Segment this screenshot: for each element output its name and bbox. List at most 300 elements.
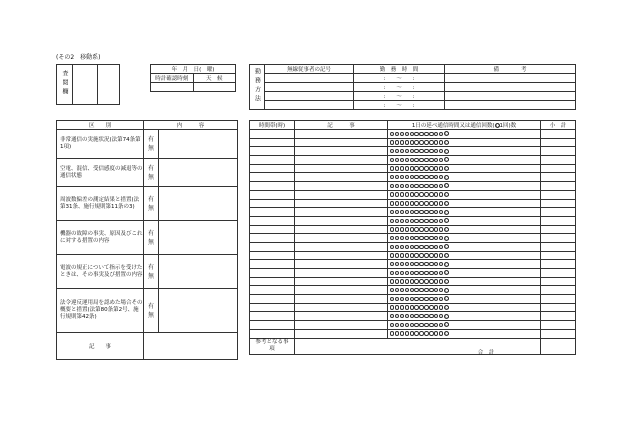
- twelve-circle-icon[interactable]: 12: [444, 227, 450, 232]
- yes-option[interactable]: 有: [147, 195, 154, 203]
- notes-cell[interactable]: [144, 333, 238, 360]
- subtotal-cell[interactable]: [541, 147, 576, 156]
- tally-circle[interactable]: [434, 305, 438, 309]
- tally-circle[interactable]: [410, 166, 414, 170]
- tally-circle[interactable]: [414, 323, 418, 327]
- log-notes-cell[interactable]: [295, 147, 388, 156]
- tally-circle[interactable]: [400, 279, 404, 283]
- log-notes-cell[interactable]: [295, 277, 388, 286]
- subtotal-cell[interactable]: [541, 225, 576, 234]
- tally-circle[interactable]: [405, 314, 409, 318]
- tally-circle[interactable]: [439, 245, 443, 249]
- tally-circle[interactable]: [439, 210, 443, 214]
- tally-circle[interactable]: [395, 253, 399, 257]
- tally-circle[interactable]: [439, 132, 443, 136]
- tally-circle[interactable]: [410, 140, 414, 144]
- tally-circle[interactable]: [424, 271, 428, 275]
- time-band-cell[interactable]: [250, 208, 295, 217]
- tally-circle[interactable]: [405, 245, 409, 249]
- tally-circle[interactable]: [419, 132, 423, 136]
- tally-circle[interactable]: [424, 132, 428, 136]
- time-band-cell[interactable]: [250, 173, 295, 182]
- tally-circle[interactable]: [410, 227, 414, 231]
- tally-circle[interactable]: [424, 297, 428, 301]
- tally-circle[interactable]: [439, 279, 443, 283]
- tally-circle[interactable]: [439, 158, 443, 162]
- tally-circle[interactable]: [434, 166, 438, 170]
- tally-circle[interactable]: [424, 201, 428, 205]
- tally-circle[interactable]: [395, 227, 399, 231]
- tally-circle[interactable]: [429, 201, 433, 205]
- tally-circle[interactable]: [429, 253, 433, 257]
- time-band-cell[interactable]: [250, 329, 295, 338]
- no-option[interactable]: 無: [147, 145, 154, 152]
- tally-circle[interactable]: [429, 140, 433, 144]
- twelve-circle-icon[interactable]: 12: [444, 288, 450, 293]
- tally-circle[interactable]: [419, 201, 423, 205]
- tally-circle[interactable]: [434, 219, 438, 223]
- tally-circle[interactable]: [410, 219, 414, 223]
- subtotal-cell[interactable]: [541, 156, 576, 165]
- remarks-cell[interactable]: [445, 83, 576, 92]
- tally-circle[interactable]: [410, 210, 414, 214]
- duty-hours-cell[interactable]: : 〜 :: [354, 83, 445, 92]
- tally-circle[interactable]: [390, 184, 394, 188]
- tally-circle[interactable]: [405, 201, 409, 205]
- tally-circle[interactable]: [429, 305, 433, 309]
- tally-circle[interactable]: [395, 305, 399, 309]
- time-band-cell[interactable]: [250, 277, 295, 286]
- time-band-cell[interactable]: [250, 269, 295, 278]
- tally-circle[interactable]: [424, 262, 428, 266]
- tally-circle[interactable]: [439, 201, 443, 205]
- tally-circle[interactable]: [439, 192, 443, 196]
- tally-circle[interactable]: [429, 314, 433, 318]
- tally-circle[interactable]: [439, 331, 443, 335]
- tally-circle[interactable]: [434, 175, 438, 179]
- content-cell[interactable]: [144, 159, 238, 187]
- tally-circle[interactable]: [400, 245, 404, 249]
- tally-circle[interactable]: [395, 166, 399, 170]
- tally-circle[interactable]: [424, 140, 428, 144]
- subtotal-cell[interactable]: [541, 277, 576, 286]
- tally-circle[interactable]: [400, 323, 404, 327]
- log-notes-cell[interactable]: [295, 242, 388, 251]
- tally-circle[interactable]: [405, 192, 409, 196]
- tally-circle[interactable]: [414, 132, 418, 136]
- tally-circle[interactable]: [390, 305, 394, 309]
- tally-circle[interactable]: [390, 279, 394, 283]
- twelve-circle-icon[interactable]: 12: [444, 184, 450, 189]
- operator-code-cell[interactable]: [265, 74, 354, 83]
- time-band-cell[interactable]: [250, 156, 295, 165]
- tally-circle[interactable]: [429, 184, 433, 188]
- tally-circle[interactable]: [400, 175, 404, 179]
- time-band-cell[interactable]: [250, 164, 295, 173]
- tally-circle[interactable]: [439, 236, 443, 240]
- tally-circle[interactable]: [434, 314, 438, 318]
- tally-circle[interactable]: [424, 314, 428, 318]
- tally-circle[interactable]: [434, 323, 438, 327]
- tally-circle[interactable]: [414, 166, 418, 170]
- tally-circle[interactable]: [400, 219, 404, 223]
- yes-option[interactable]: 有: [147, 263, 154, 271]
- tally-circle[interactable]: [429, 210, 433, 214]
- no-option[interactable]: 無: [147, 272, 154, 280]
- subtotal-cell[interactable]: [541, 199, 576, 208]
- time-band-cell[interactable]: [250, 199, 295, 208]
- time-band-cell[interactable]: [250, 251, 295, 260]
- tally-circle[interactable]: [410, 253, 414, 257]
- twelve-circle-icon[interactable]: 12: [444, 149, 450, 154]
- tally-circle[interactable]: [405, 305, 409, 309]
- tally-circle[interactable]: [419, 175, 423, 179]
- tally-circle[interactable]: [434, 236, 438, 240]
- tally-circle[interactable]: [429, 245, 433, 249]
- tally-circle[interactable]: [395, 262, 399, 266]
- tally-circle[interactable]: [414, 192, 418, 196]
- tally-circle[interactable]: [400, 271, 404, 275]
- time-band-cell[interactable]: [250, 303, 295, 312]
- yes-option[interactable]: 有: [147, 136, 154, 143]
- tally-circle[interactable]: [390, 227, 394, 231]
- tally-circle[interactable]: [434, 192, 438, 196]
- tally-circle[interactable]: [410, 279, 414, 283]
- log-notes-cell[interactable]: [295, 303, 388, 312]
- tally-circle[interactable]: [439, 219, 443, 223]
- time-band-cell[interactable]: [250, 190, 295, 199]
- tally-circle[interactable]: [405, 132, 409, 136]
- twelve-circle-icon[interactable]: 12: [444, 141, 450, 146]
- tally-circle[interactable]: [400, 166, 404, 170]
- tally-circle[interactable]: [390, 236, 394, 240]
- subtotal-cell[interactable]: [541, 130, 576, 139]
- operator-code-cell[interactable]: [265, 101, 354, 110]
- log-notes-cell[interactable]: [295, 329, 388, 338]
- tally-circle[interactable]: [405, 279, 409, 283]
- tally-circle[interactable]: [395, 297, 399, 301]
- tally-circle[interactable]: [439, 323, 443, 327]
- subtotal-cell[interactable]: [541, 260, 576, 269]
- tally-circle[interactable]: [390, 192, 394, 196]
- time-band-cell[interactable]: [250, 130, 295, 139]
- tally-circle[interactable]: [434, 288, 438, 292]
- log-notes-cell[interactable]: [295, 260, 388, 269]
- tally-circle[interactable]: [395, 219, 399, 223]
- tally-circle[interactable]: [400, 288, 404, 292]
- time-band-cell[interactable]: [250, 321, 295, 330]
- tally-circle[interactable]: [405, 297, 409, 301]
- tally-circle[interactable]: [414, 210, 418, 214]
- tally-circle[interactable]: [429, 166, 433, 170]
- time-band-cell[interactable]: [250, 260, 295, 269]
- tally-circle[interactable]: [395, 184, 399, 188]
- tally-circle[interactable]: [439, 305, 443, 309]
- tally-circle[interactable]: [410, 175, 414, 179]
- tally-circle[interactable]: [419, 288, 423, 292]
- twelve-circle-icon[interactable]: 12: [444, 253, 450, 258]
- tally-circle[interactable]: [434, 149, 438, 153]
- tally-circle[interactable]: [390, 271, 394, 275]
- tally-circle[interactable]: [390, 175, 394, 179]
- tally-circle[interactable]: [424, 245, 428, 249]
- tally-circle[interactable]: [410, 262, 414, 266]
- log-notes-cell[interactable]: [295, 269, 388, 278]
- tally-circle[interactable]: [424, 288, 428, 292]
- yes-option[interactable]: 有: [147, 229, 154, 237]
- tally-circle[interactable]: [390, 219, 394, 223]
- tally-circle[interactable]: [439, 175, 443, 179]
- tally-circle[interactable]: [434, 271, 438, 275]
- time-band-cell[interactable]: [250, 242, 295, 251]
- tally-circle[interactable]: [405, 236, 409, 240]
- tally-circle[interactable]: [410, 158, 414, 162]
- tally-circle[interactable]: [419, 262, 423, 266]
- tally-circle[interactable]: [414, 297, 418, 301]
- tally-circle[interactable]: [434, 132, 438, 136]
- tally-circle[interactable]: [414, 219, 418, 223]
- subtotal-cell[interactable]: [541, 190, 576, 199]
- tally-circle[interactable]: [419, 219, 423, 223]
- tally-circle[interactable]: [419, 253, 423, 257]
- subtotal-cell[interactable]: [541, 208, 576, 217]
- twelve-circle-icon[interactable]: 12: [444, 132, 450, 137]
- tally-circle[interactable]: [390, 288, 394, 292]
- log-notes-cell[interactable]: [295, 130, 388, 139]
- tally-circle[interactable]: [405, 140, 409, 144]
- tally-circle[interactable]: [410, 149, 414, 153]
- content-cell[interactable]: [144, 187, 238, 221]
- tally-circle[interactable]: [434, 227, 438, 231]
- tally-circle[interactable]: [405, 331, 409, 335]
- tally-circle[interactable]: [439, 288, 443, 292]
- tally-circle[interactable]: [424, 158, 428, 162]
- content-cell[interactable]: [144, 289, 238, 333]
- tally-circle[interactable]: [439, 149, 443, 153]
- tally-circle[interactable]: [434, 184, 438, 188]
- twelve-circle-icon[interactable]: 12: [444, 193, 450, 198]
- tally-circle[interactable]: [419, 305, 423, 309]
- tally-circle[interactable]: [400, 331, 404, 335]
- tally-circle[interactable]: [410, 288, 414, 292]
- tally-circle[interactable]: [395, 323, 399, 327]
- log-notes-cell[interactable]: [295, 251, 388, 260]
- tally-circle[interactable]: [414, 236, 418, 240]
- inspector-cell-2[interactable]: [98, 65, 120, 105]
- tally-circle[interactable]: [414, 140, 418, 144]
- yes-option[interactable]: 有: [147, 164, 154, 172]
- tally-circle[interactable]: [395, 158, 399, 162]
- tally-circle[interactable]: [400, 227, 404, 231]
- content-cell[interactable]: [144, 221, 238, 255]
- tally-circle[interactable]: [414, 201, 418, 205]
- time-band-cell[interactable]: [250, 225, 295, 234]
- tally-circle[interactable]: [410, 305, 414, 309]
- tally-circle[interactable]: [414, 175, 418, 179]
- tally-circle[interactable]: [439, 297, 443, 301]
- tally-circle[interactable]: [400, 305, 404, 309]
- tally-circle[interactable]: [390, 166, 394, 170]
- duty-hours-cell[interactable]: : 〜 :: [354, 92, 445, 101]
- tally-circle[interactable]: [419, 149, 423, 153]
- tally-circle[interactable]: [419, 140, 423, 144]
- no-option[interactable]: 無: [147, 238, 154, 246]
- tally-circle[interactable]: [390, 149, 394, 153]
- tally-circle[interactable]: [429, 297, 433, 301]
- tally-circle[interactable]: [424, 236, 428, 240]
- twelve-circle-icon[interactable]: 12: [444, 210, 450, 215]
- tally-circle[interactable]: [439, 227, 443, 231]
- remarks-cell[interactable]: [445, 101, 576, 110]
- tally-circle[interactable]: [429, 271, 433, 275]
- tally-circle[interactable]: [405, 175, 409, 179]
- subtotal-cell[interactable]: [541, 286, 576, 295]
- log-notes-cell[interactable]: [295, 286, 388, 295]
- tally-circle[interactable]: [400, 140, 404, 144]
- tally-circle[interactable]: [434, 253, 438, 257]
- duty-hours-cell[interactable]: : 〜 :: [354, 101, 445, 110]
- tally-circle[interactable]: [419, 323, 423, 327]
- tally-circle[interactable]: [414, 271, 418, 275]
- tally-circle[interactable]: [410, 245, 414, 249]
- tally-circle[interactable]: [424, 149, 428, 153]
- subtotal-cell[interactable]: [541, 216, 576, 225]
- subtotal-cell[interactable]: [541, 295, 576, 304]
- tally-circle[interactable]: [414, 305, 418, 309]
- tally-circle[interactable]: [405, 271, 409, 275]
- tally-circle[interactable]: [419, 279, 423, 283]
- log-notes-cell[interactable]: [295, 312, 388, 321]
- tally-circle[interactable]: [410, 331, 414, 335]
- tally-circle[interactable]: [395, 279, 399, 283]
- log-notes-cell[interactable]: [295, 156, 388, 165]
- subtotal-cell[interactable]: [541, 138, 576, 147]
- tally-circle[interactable]: [414, 331, 418, 335]
- tally-circle[interactable]: [395, 245, 399, 249]
- tally-circle[interactable]: [424, 279, 428, 283]
- tally-circle[interactable]: [390, 245, 394, 249]
- remarks-cell[interactable]: [445, 92, 576, 101]
- tally-circle[interactable]: [414, 227, 418, 231]
- log-notes-cell[interactable]: [295, 199, 388, 208]
- no-option[interactable]: 無: [147, 204, 154, 212]
- inspector-cell-1[interactable]: [73, 65, 98, 105]
- tally-circle[interactable]: [390, 314, 394, 318]
- tally-circle[interactable]: [390, 132, 394, 136]
- twelve-circle-icon[interactable]: 12: [444, 175, 450, 180]
- tally-circle[interactable]: [405, 149, 409, 153]
- operator-code-cell[interactable]: [265, 83, 354, 92]
- tally-circle[interactable]: [419, 227, 423, 231]
- tally-circle[interactable]: [424, 166, 428, 170]
- tally-circle[interactable]: [419, 210, 423, 214]
- tally-circle[interactable]: [429, 236, 433, 240]
- twelve-circle-icon[interactable]: 12: [444, 271, 450, 276]
- weather-value[interactable]: [193, 83, 236, 92]
- tally-circle[interactable]: [390, 323, 394, 327]
- tally-circle[interactable]: [429, 288, 433, 292]
- remarks-cell[interactable]: [445, 74, 576, 83]
- subtotal-cell[interactable]: [541, 303, 576, 312]
- log-notes-cell[interactable]: [295, 190, 388, 199]
- tally-circle[interactable]: [400, 314, 404, 318]
- subtotal-cell[interactable]: [541, 173, 576, 182]
- log-notes-cell[interactable]: [295, 295, 388, 304]
- tally-circle[interactable]: [424, 184, 428, 188]
- tally-circle[interactable]: [410, 132, 414, 136]
- tally-circle[interactable]: [410, 271, 414, 275]
- tally-circle[interactable]: [429, 262, 433, 266]
- tally-circle[interactable]: [434, 245, 438, 249]
- tally-circle[interactable]: [405, 323, 409, 327]
- tally-circle[interactable]: [395, 132, 399, 136]
- tally-circle[interactable]: [390, 210, 394, 214]
- tally-circle[interactable]: [434, 201, 438, 205]
- tally-circle[interactable]: [419, 192, 423, 196]
- tally-circle[interactable]: [439, 271, 443, 275]
- subtotal-cell[interactable]: [541, 329, 576, 338]
- twelve-circle-icon[interactable]: 12: [444, 306, 450, 311]
- tally-circle[interactable]: [405, 158, 409, 162]
- tally-circle[interactable]: [395, 331, 399, 335]
- tally-circle[interactable]: [429, 175, 433, 179]
- yes-option[interactable]: 有: [147, 302, 154, 310]
- tally-circle[interactable]: [405, 166, 409, 170]
- subtotal-cell[interactable]: [541, 182, 576, 191]
- tally-circle[interactable]: [414, 149, 418, 153]
- tally-circle[interactable]: [395, 175, 399, 179]
- time-band-cell[interactable]: [250, 138, 295, 147]
- subtotal-cell[interactable]: [541, 269, 576, 278]
- log-notes-cell[interactable]: [295, 173, 388, 182]
- tally-circle[interactable]: [439, 314, 443, 318]
- subtotal-cell[interactable]: [541, 234, 576, 243]
- tally-circle[interactable]: [400, 149, 404, 153]
- twelve-circle-icon[interactable]: 12: [444, 332, 450, 337]
- tally-circle[interactable]: [395, 192, 399, 196]
- tally-circle[interactable]: [414, 253, 418, 257]
- time-band-cell[interactable]: [250, 182, 295, 191]
- tally-circle[interactable]: [414, 245, 418, 249]
- tally-circle[interactable]: [424, 331, 428, 335]
- time-band-cell[interactable]: [250, 216, 295, 225]
- tally-circle[interactable]: [424, 323, 428, 327]
- tally-circle[interactable]: [434, 297, 438, 301]
- tally-circle[interactable]: [424, 219, 428, 223]
- log-notes-cell[interactable]: [295, 321, 388, 330]
- tally-circle[interactable]: [410, 184, 414, 188]
- operator-code-cell[interactable]: [265, 92, 354, 101]
- content-cell[interactable]: [144, 130, 238, 159]
- tally-circle[interactable]: [390, 201, 394, 205]
- tally-circle[interactable]: [390, 262, 394, 266]
- log-notes-cell[interactable]: [295, 234, 388, 243]
- log-notes-cell[interactable]: [295, 225, 388, 234]
- no-option[interactable]: 無: [147, 173, 154, 181]
- twelve-circle-icon[interactable]: 12: [444, 262, 450, 267]
- tally-circle[interactable]: [410, 192, 414, 196]
- tally-circle[interactable]: [434, 158, 438, 162]
- tally-circle[interactable]: [410, 201, 414, 205]
- tally-circle[interactable]: [439, 253, 443, 257]
- tally-circle[interactable]: [424, 253, 428, 257]
- twelve-circle-icon[interactable]: 12: [444, 158, 450, 163]
- subtotal-cell[interactable]: [541, 164, 576, 173]
- tally-circle[interactable]: [400, 210, 404, 214]
- tally-circle[interactable]: [419, 245, 423, 249]
- tally-circle[interactable]: [395, 140, 399, 144]
- tally-circle[interactable]: [400, 201, 404, 205]
